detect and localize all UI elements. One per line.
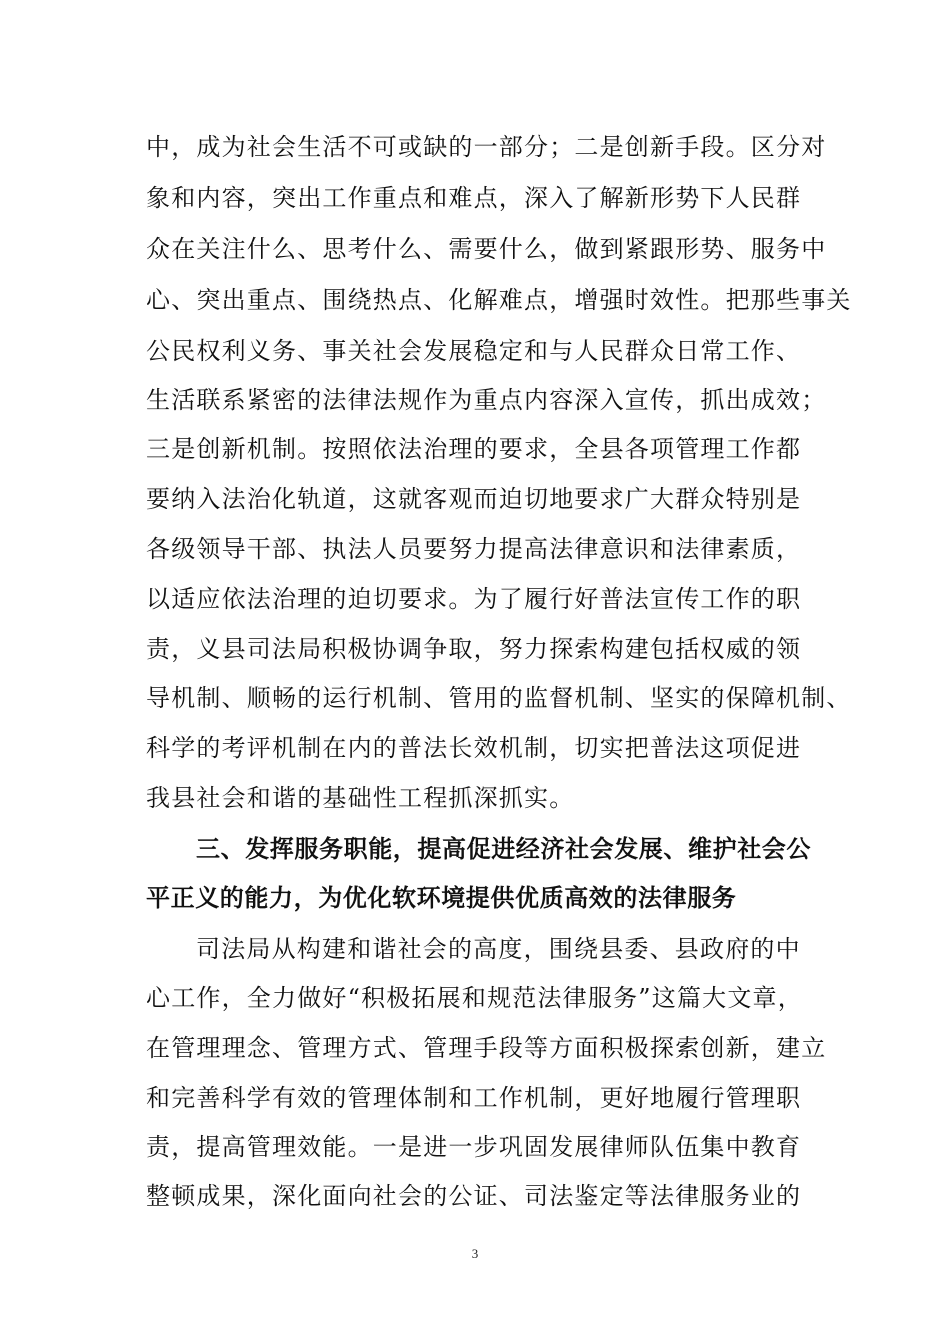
body-line: 责，提高管理效能。一是进一步巩固发展律师队伍集中教育 <box>146 1133 802 1161</box>
body-line: 公民权利义务、事关社会发展稳定和与人民群众日常工作、 <box>146 337 802 365</box>
body-line: 责，义县司法局积极协调争取，努力探索构建包括权威的领 <box>146 635 802 663</box>
body-line: 以适应依法治理的迫切要求。为了履行好普法宣传工作的职 <box>146 585 802 613</box>
body-line: 我县社会和谐的基础性工程抓深抓实。 <box>146 784 575 812</box>
body-line: 中，成为社会生活不可或缺的一部分；二是创新手段。区分对 <box>146 133 827 161</box>
body-line: 导机制、顺畅的运行机制、管用的监督机制、坚实的保障机制、 <box>146 684 852 712</box>
body-line: 心、突出重点、围绕热点、化解难点，增强时效性。把那些事关 <box>146 286 852 314</box>
body-line: 和完善科学有效的管理体制和工作机制，更好地履行管理职 <box>146 1084 802 1112</box>
body-line: 在管理理念、管理方式、管理手段等方面积极探索创新，建立 <box>146 1034 827 1062</box>
body-line: 司法局从构建和谐社会的高度，围绕县委、县政府的中 <box>196 935 801 963</box>
body-line: 心工作，全力做好“积极拓展和规范法律服务”这篇大文章， <box>146 984 803 1012</box>
body-line: 要纳入法治化轨道，这就客观而迫切地要求广大群众特别是 <box>146 485 802 513</box>
body-line: 象和内容，突出工作重点和难点，深入了解新形势下人民群 <box>146 184 802 212</box>
body-line: 整顿成果，深化面向社会的公证、司法鉴定等法律服务业的 <box>146 1182 802 1210</box>
body-line: 科学的考评机制在内的普法长效机制，切实把普法这项促进 <box>146 734 802 762</box>
section-heading: 三、发挥服务职能，提高促进经济社会发展、维护社会公 <box>196 835 811 863</box>
body-line: 各级领导干部、执法人员要努力提高法律意识和法律素质， <box>146 535 802 563</box>
body-line: 三是创新机制。按照依法治理的要求，全县各项管理工作都 <box>146 435 802 463</box>
body-line: 生活联系紧密的法律法规作为重点内容深入宣传，抓出成效； <box>146 386 827 414</box>
page-number: 3 <box>471 1246 479 1261</box>
section-heading: 平正义的能力，为优化软环境提供优质高效的法律服务 <box>146 884 737 912</box>
body-line: 众在关注什么、思考什么、需要什么，做到紧跟形势、服务中 <box>146 235 827 263</box>
